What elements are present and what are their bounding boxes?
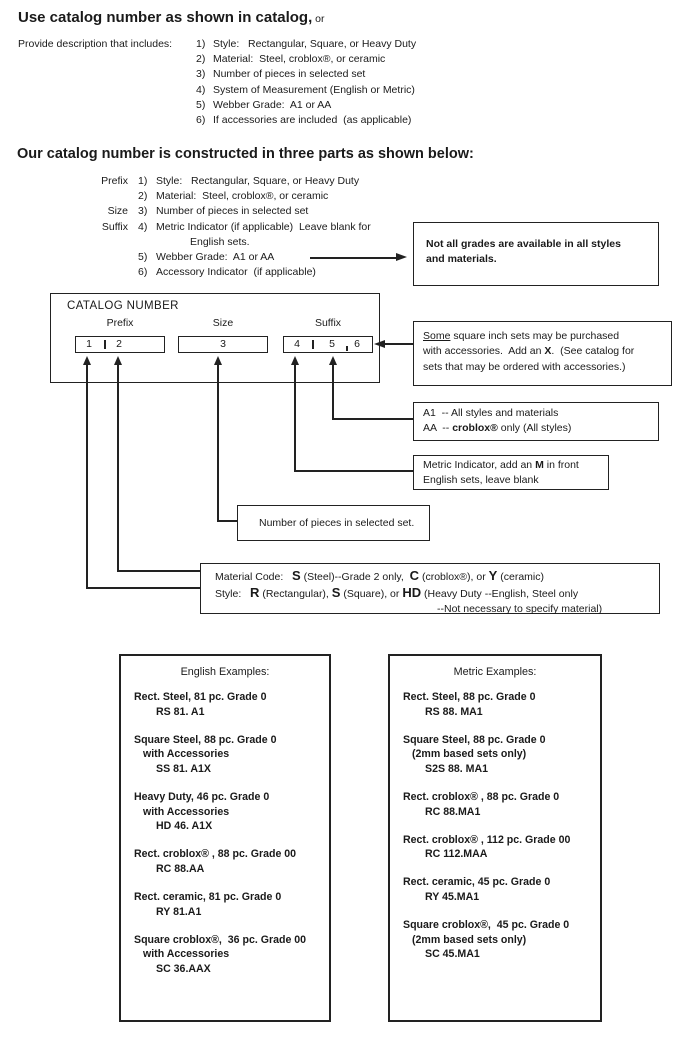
page-title-bold: Use catalog number as shown in catalog,: [18, 9, 313, 26]
cell-digit-5: 5: [329, 338, 335, 350]
connector-line: [310, 257, 398, 259]
connector-line: [86, 587, 201, 589]
intro-item-2: [196, 53, 385, 65]
callout-text: [423, 344, 665, 359]
callout-text: A1 -- All styles and materials: [423, 407, 559, 419]
callout-not-all-grades: [413, 222, 659, 286]
size-cell: [178, 336, 268, 353]
callout-text-seg: (Rectangular),: [259, 588, 332, 600]
parts-row-4: [80, 221, 371, 233]
item-text: If accessories are included (as applicable): [213, 114, 412, 126]
english-examples-list: [121, 690, 329, 976]
example-entry: [403, 690, 600, 719]
example-description: Rect. Steel, 88 pc. Grade 0: [403, 691, 536, 703]
bold-code-letter: HD: [402, 585, 422, 600]
bold-code-letter: S: [331, 585, 341, 600]
callout-text-seg: (Heavy Duty --English, Steel only: [421, 588, 579, 600]
item-number: 1): [196, 38, 206, 50]
example-note: (2mm based sets only): [412, 933, 527, 946]
item-number: 2): [138, 190, 148, 203]
arrow-right-icon: [396, 253, 407, 261]
bold-croblox: croblox®: [452, 422, 498, 435]
bold-code-letter: X: [544, 345, 552, 358]
callout-some-sets: [413, 321, 672, 386]
callout-text-seg: . (See catalog for: [551, 345, 635, 358]
example-code: RS 88. MA1: [425, 705, 483, 718]
intro-item-5: [196, 99, 331, 111]
item-number: 5): [138, 251, 148, 263]
callout-grades: [413, 402, 659, 441]
callout-text-seg: square inch sets may be purchased: [450, 330, 620, 342]
underlined-word: Some: [423, 330, 451, 342]
connector-line: [294, 470, 414, 472]
example-description: Square Steel, 88 pc. Grade 0: [134, 733, 277, 746]
example-code: RC 88.MA1: [425, 805, 481, 818]
example-code: RY 81.A1: [156, 905, 202, 918]
cell-digit-2: 2: [116, 338, 122, 350]
example-code: SC 45.MA1: [425, 948, 480, 961]
suffix-cell: [283, 336, 373, 353]
callout-metric-indicator: [413, 455, 609, 490]
example-description: Rect. croblox® , 88 pc. Grade 00: [134, 848, 297, 861]
connector-line: [384, 343, 413, 345]
callout-text-seg: (croblox®), or: [419, 571, 489, 583]
cell-divider: [104, 340, 106, 350]
example-description: Rect. croblox® , 112 pc. Grade 00: [403, 833, 571, 846]
item-text: Material: Steel, croblox®, or ceramic: [213, 53, 386, 66]
example-code: S2S 88. MA1: [425, 762, 489, 775]
connector-line: [117, 365, 119, 572]
material-code-line: [215, 568, 659, 585]
item-text: Material: Steel, croblox®, or ceramic: [156, 190, 329, 203]
item-number: 5): [196, 98, 206, 111]
example-note: with Accessories: [143, 805, 230, 818]
cell-digit-6: 6: [354, 338, 360, 350]
intro-item-1: [196, 38, 416, 50]
part-label: Suffix: [101, 220, 128, 233]
callout-text: English sets, leave blank: [423, 474, 539, 487]
callout-text: and materials.: [426, 253, 497, 266]
item-number: 6): [196, 114, 206, 126]
section-title: Our catalog number is constructed in three parts as shown below:: [17, 146, 474, 162]
item-number: 1): [138, 175, 148, 187]
callout-text-seg: AA --: [423, 422, 453, 435]
connector-line: [294, 365, 296, 472]
english-examples-box: [119, 654, 331, 1022]
example-code: SC 36.AAX: [156, 962, 211, 975]
example-description: Heavy Duty, 46 pc. Grade 0: [134, 790, 270, 803]
example-entry: [134, 790, 329, 834]
english-examples-title: English Examples:: [180, 666, 270, 678]
parts-row-1: [80, 175, 359, 187]
example-code: RC 88.AA: [156, 862, 205, 875]
example-description: Square croblox®, 45 pc. Grade 0: [403, 919, 570, 932]
callout-text: [423, 421, 652, 436]
connector-line: [332, 365, 334, 420]
example-entry: [403, 918, 600, 962]
callout-text-seg: (Square), or: [340, 588, 403, 600]
example-description: Rect. ceramic, 45 pc. Grade 0: [403, 876, 551, 889]
cell-tick: [346, 346, 348, 351]
parts-row-5: [80, 236, 250, 248]
example-description: Rect. ceramic, 81 pc. Grade 0: [134, 890, 282, 903]
suffix-column-label: Suffix: [314, 317, 342, 329]
size-column-label: Size: [212, 317, 234, 329]
prefix-column-label: Prefix: [106, 317, 134, 329]
cell-digit-4: 4: [294, 338, 300, 350]
example-note: with Accessories: [143, 748, 230, 761]
example-code: RY 45.MA1: [425, 890, 480, 903]
example-code: RS 81. A1: [156, 705, 205, 718]
example-code: RC 112.MAA: [425, 848, 488, 861]
item-text: Number of pieces in selected set: [156, 205, 309, 218]
callout-text-seg: Metric Indicator, add an: [423, 459, 536, 471]
intro-item-6: [196, 114, 411, 126]
item-number: 4): [196, 83, 206, 96]
example-description: Square Steel, 88 pc. Grade 0: [403, 733, 546, 746]
example-entry: [134, 890, 329, 919]
connector-line: [117, 570, 201, 572]
connector-line: [332, 418, 414, 420]
diagram-title: CATALOG NUMBER: [67, 300, 179, 312]
prefix-cell: [75, 336, 165, 353]
callout-pieces: [237, 505, 430, 541]
callout-text-seg: with accessories. Add an: [423, 345, 545, 358]
example-note: with Accessories: [143, 948, 230, 961]
callout-material: [200, 563, 660, 614]
example-note: (2mm based sets only): [412, 748, 527, 761]
example-entry: [134, 847, 329, 876]
example-entry: [403, 875, 600, 904]
item-text: Metric Indicator (if applicable) Leave blank for: [156, 220, 371, 233]
page-title-tail: or: [312, 13, 325, 25]
cell-digit-3: 3: [220, 338, 226, 350]
bold-code-letter: C: [409, 568, 420, 583]
bold-code-letter: M: [535, 459, 544, 471]
metric-examples-list: [390, 690, 600, 962]
item-text: Accessory Indicator (if applicable): [156, 266, 316, 279]
item-text: System of Measurement (English or Metric): [213, 83, 415, 96]
item-text: Style: Rectangular, Square, or Heavy Duty: [213, 38, 417, 50]
callout-text-seg: Material Code:: [215, 571, 293, 583]
item-number: 3): [196, 68, 206, 81]
item-number: 2): [196, 53, 206, 66]
example-entry: [403, 790, 600, 819]
metric-examples-box: [388, 654, 602, 1022]
example-code: HD 46. A1X: [156, 820, 213, 833]
example-description: Square croblox®, 36 pc. Grade 00: [134, 933, 307, 946]
callout-text: [423, 458, 602, 473]
connector-line: [86, 365, 88, 589]
parts-row-2: [80, 190, 328, 202]
page-title: [18, 9, 325, 26]
example-entry: [134, 933, 329, 977]
style-code-line: [215, 585, 659, 602]
callout-text-seg: only (All styles): [497, 422, 572, 435]
callout-text-seg: (Steel)--Grade 2 only,: [300, 571, 410, 583]
parts-row-6: [80, 251, 274, 263]
item-text: English sets.: [190, 235, 250, 248]
callout-text-seg: (ceramic): [497, 571, 544, 583]
connector-line: [217, 520, 238, 522]
item-number: 6): [138, 266, 148, 279]
example-entry: [134, 733, 329, 777]
bold-code-letter: R: [250, 585, 260, 600]
callout-text: Number of pieces in selected set.: [259, 517, 415, 529]
parts-row-3: [80, 205, 308, 217]
callout-text: [423, 329, 665, 344]
example-entry: [403, 733, 600, 777]
callout-text: sets that may be ordered with accessories.): [423, 360, 626, 373]
example-entry: [403, 833, 600, 862]
callout-text-seg: Style:: [215, 588, 251, 600]
callout-text-seg: in front: [543, 459, 579, 471]
item-text: Style: Rectangular, Square, or Heavy Duty: [156, 175, 360, 187]
intro-item-3: [196, 68, 365, 80]
parts-row-7: [80, 266, 316, 278]
example-entry: [134, 690, 329, 719]
example-description: Rect. croblox® , 88 pc. Grade 0: [403, 790, 560, 803]
cell-digit-1: 1: [86, 338, 92, 350]
part-label: Prefix: [101, 175, 128, 187]
intro-item-4: [196, 84, 415, 96]
item-text: Webber Grade: A1 or AA: [213, 98, 332, 111]
metric-examples-title: Metric Examples:: [453, 666, 537, 678]
item-number: 4): [138, 220, 148, 233]
connector-line: [217, 365, 219, 522]
item-text: Webber Grade: A1 or AA: [156, 251, 275, 263]
cell-divider: [312, 340, 314, 350]
callout-text: Not all grades are available in all styles: [426, 238, 621, 250]
intro-label: Provide description that includes:: [18, 38, 173, 50]
item-number: 3): [138, 205, 148, 218]
item-text: Number of pieces in selected set: [213, 68, 366, 81]
example-description: Rect. Steel, 81 pc. Grade 0: [134, 691, 267, 703]
part-label: Size: [107, 205, 128, 218]
style-code-continuation: --Not necessary to specify material): [437, 603, 603, 615]
example-code: SS 81. A1X: [156, 762, 211, 775]
bold-code-letter: Y: [488, 568, 498, 583]
bold-code-letter: S: [292, 568, 301, 583]
